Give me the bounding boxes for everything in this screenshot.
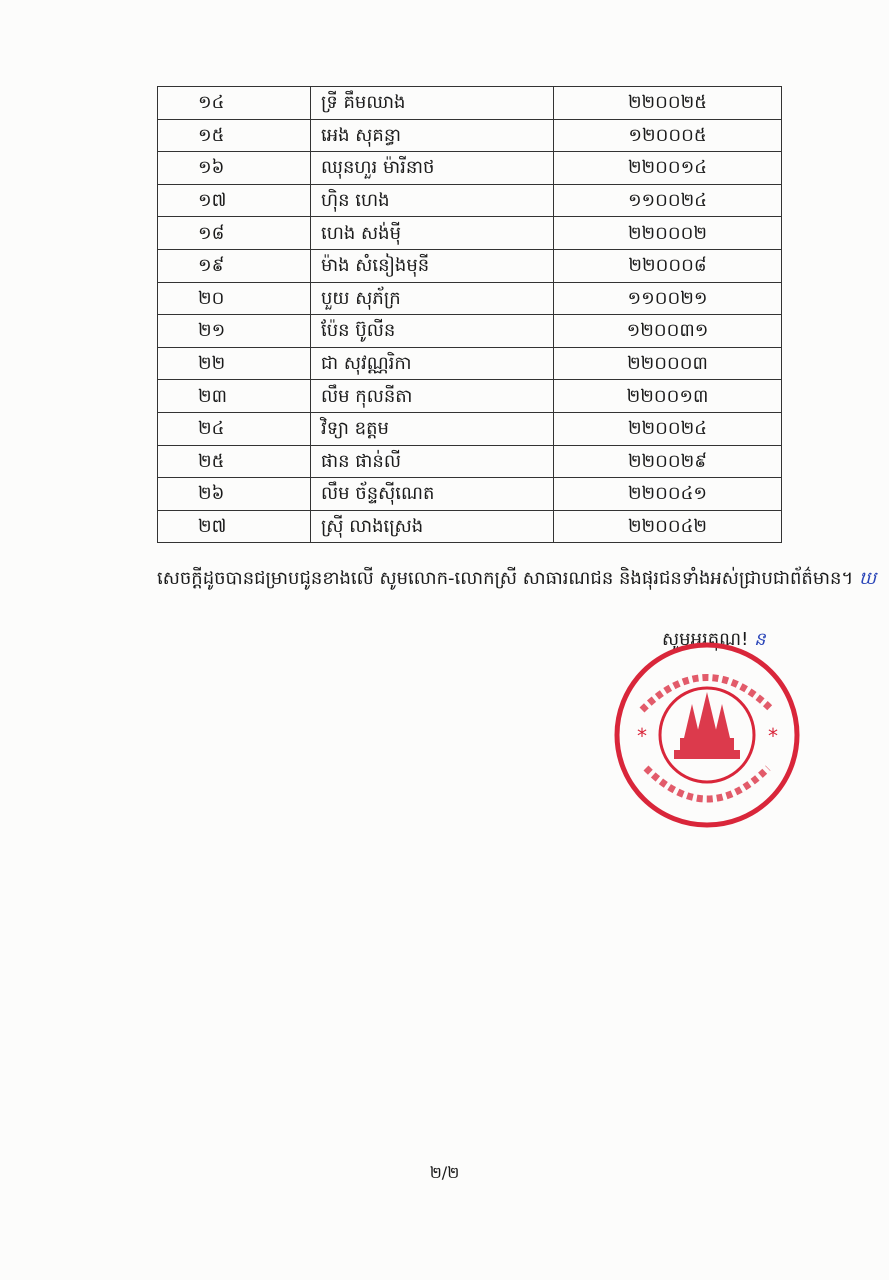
row-name: លឹម ច័ន្ទស៊ីណេត [311,478,554,511]
notice-paragraph [157,566,876,593]
row-name: ស្រ៊ី លាងស្រេង [311,510,554,543]
row-number: ២៣ [158,380,311,413]
row-id: ២២០០០២ [554,217,782,250]
table-row [158,217,782,250]
row-name: ម៉ាង សំនៀងមុនី [311,249,554,282]
row-id: ១២០០០៥ [554,119,782,152]
row-name: វិទ្យា ឧត្តម [311,412,554,445]
table-row [158,87,782,120]
row-name: ឈុនហួរ ម៉ារីនាថ [311,152,554,185]
row-number: ១៤ [158,87,311,120]
table-row [158,152,782,185]
row-number: ២០ [158,282,311,315]
closing-text: សូមអរគុណ! [662,629,749,650]
row-number: ១៨ [158,217,311,250]
official-seal-stamp [612,640,802,830]
row-id: ២២០០២៤ [554,412,782,445]
row-id: ១២០០៣១ [554,315,782,348]
row-number: ១៩ [158,249,311,282]
row-number: ២៤ [158,412,311,445]
row-number: ២១ [158,315,311,348]
table-row [158,119,782,152]
table-row [158,315,782,348]
table-row [158,510,782,543]
row-name: ផាន ផាន់លី [311,445,554,478]
row-name: លឹម កុលនីតា [311,380,554,413]
row-name: ហ៊ិន ហេង [311,184,554,217]
row-number: ១៥ [158,119,311,152]
row-id: ២២០០០៨ [554,249,782,282]
row-id: ២២០០២៩ [554,445,782,478]
row-id: ២២០០២៥ [554,87,782,120]
row-number: ១៧ [158,184,311,217]
row-id: ២២០០១៣ [554,380,782,413]
handwritten-initial-closing: ន [754,629,766,650]
table-row [158,478,782,511]
row-number: ១៦ [158,152,311,185]
table-row [158,412,782,445]
row-name: ប៉ែន ប៊ូលីន [311,315,554,348]
table-row [158,445,782,478]
student-list-table [157,86,782,543]
handwritten-initial: ឃ [859,568,877,589]
table-row [158,184,782,217]
svg-text:*: * [637,724,647,748]
row-id: ២២០០៤១ [554,478,782,511]
notice-text: សេចក្ដីដូចបានជម្រាបជូនខាងលើ សូមលោក-លោកស្រី សាធារណជន និងផុរជនទាំងអស់ជ្រាបជាព័ត៌មាន។ [157,568,854,589]
row-number: ២៥ [158,445,311,478]
row-name: ទ្រី គឹមឈាង [311,87,554,120]
table-row [158,347,782,380]
table-row [158,282,782,315]
row-id: ១១០០២៤ [554,184,782,217]
table-body [158,87,782,543]
row-id: ២២០០១៤ [554,152,782,185]
row-number: ២៦ [158,478,311,511]
row-name: ហេង សង់ម៉ី [311,217,554,250]
row-number: ២២ [158,347,311,380]
row-number: ២៧ [158,510,311,543]
table-row [158,380,782,413]
row-name: ជា សុវណ្ណរិកា [311,347,554,380]
row-id: ១១០០២១ [554,282,782,315]
svg-text:*: * [768,724,778,748]
row-id: ២២០០០៣ [554,347,782,380]
table-row [158,249,782,282]
row-name: បួយ សុភ័ក្រ [311,282,554,315]
row-name: អេង សុគន្ធា [311,119,554,152]
row-id: ២២០០៤២ [554,510,782,543]
page-number: ២/២ [429,1163,460,1182]
